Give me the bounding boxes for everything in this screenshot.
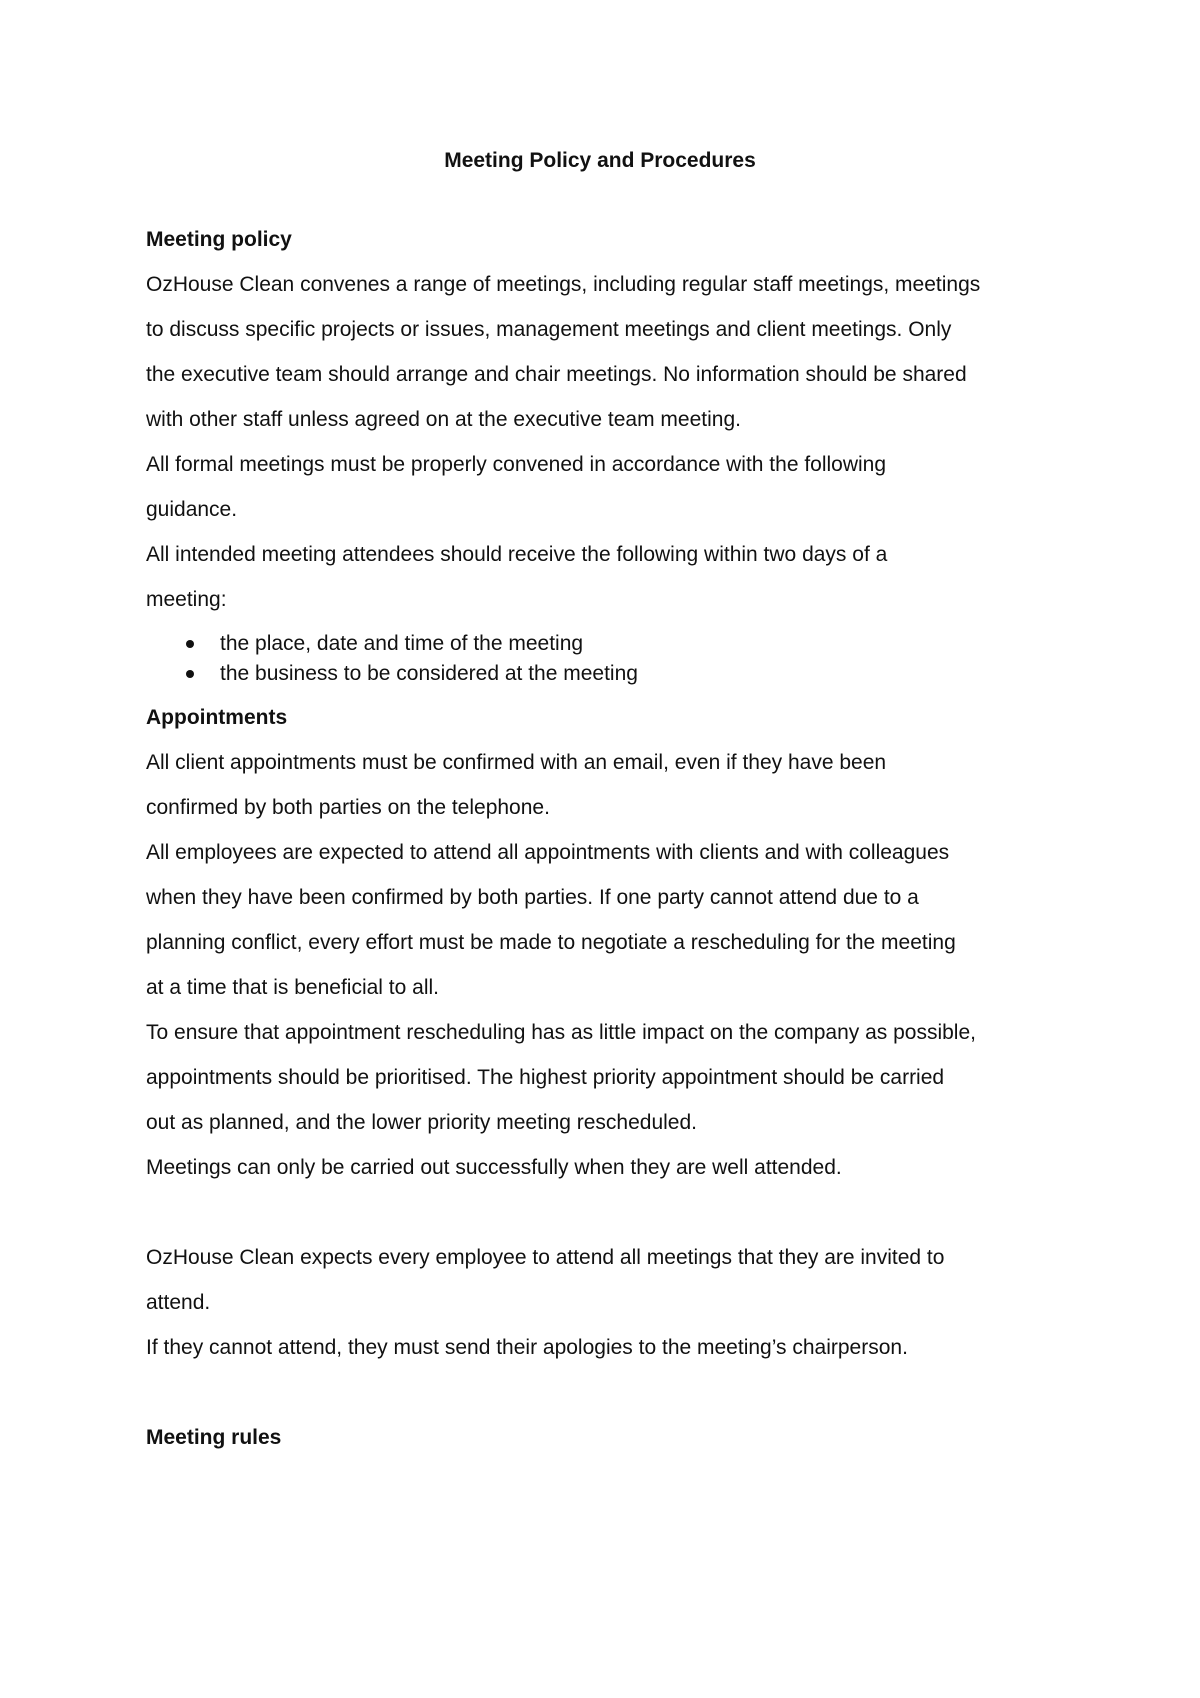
paragraph-line: To ensure that appointment rescheduling has as little impact on the company as possible, <box>146 1021 976 1044</box>
bullet-icon <box>186 640 194 648</box>
paragraph-line: All employees are expected to attend all appointments with clients and with colleagues <box>146 841 950 864</box>
paragraph-line: OzHouse Clean expects every employee to attend all meetings that they are invited to <box>146 1246 945 1269</box>
paragraph-line: guidance. <box>146 498 238 521</box>
section-heading-meeting-policy: Meeting policy <box>146 228 292 251</box>
paragraph-line: appointments should be prioritised. The highest priority appointment should be carried <box>146 1066 945 1089</box>
paragraph-line: at a time that is beneficial to all. <box>146 976 439 999</box>
paragraph-line: Meetings can only be carried out successfully when they are well attended. <box>146 1156 842 1179</box>
paragraph-line: the executive team should arrange and chair meetings. No information should be shared <box>146 363 967 386</box>
list-item: the business to be considered at the meeting <box>220 662 638 685</box>
paragraph-line: All client appointments must be confirmed with an email, even if they have been <box>146 751 887 774</box>
paragraph-line: attend. <box>146 1291 211 1314</box>
paragraph-line: meeting: <box>146 588 227 611</box>
paragraph-line: If they cannot attend, they must send their apologies to the meeting’s chairperson. <box>146 1336 908 1359</box>
paragraph-line: OzHouse Clean convenes a range of meetings, including regular staff meetings, meetings <box>146 273 981 296</box>
paragraph-line: planning conflict, every effort must be made to negotiate a rescheduling for the meeting <box>146 931 956 954</box>
paragraph-line: out as planned, and the lower priority meeting rescheduled. <box>146 1111 698 1134</box>
section-heading-meeting-rules: Meeting rules <box>146 1426 282 1449</box>
document-title: Meeting Policy and Procedures <box>444 149 756 172</box>
section-heading-appointments: Appointments <box>146 706 288 729</box>
paragraph-line: All formal meetings must be properly convened in accordance with the following <box>146 453 887 476</box>
list-item: the place, date and time of the meeting <box>220 632 584 655</box>
paragraph-line: with other staff unless agreed on at the executive team meeting. <box>146 408 741 431</box>
paragraph-line: All intended meeting attendees should receive the following within two days of a <box>146 543 888 566</box>
bullet-icon <box>186 670 194 678</box>
paragraph-line: to discuss specific projects or issues, management meetings and client meetings. Only <box>146 318 952 341</box>
paragraph-line: confirmed by both parties on the telephone. <box>146 796 550 819</box>
paragraph-line: when they have been confirmed by both parties. If one party cannot attend due to a <box>146 886 919 909</box>
